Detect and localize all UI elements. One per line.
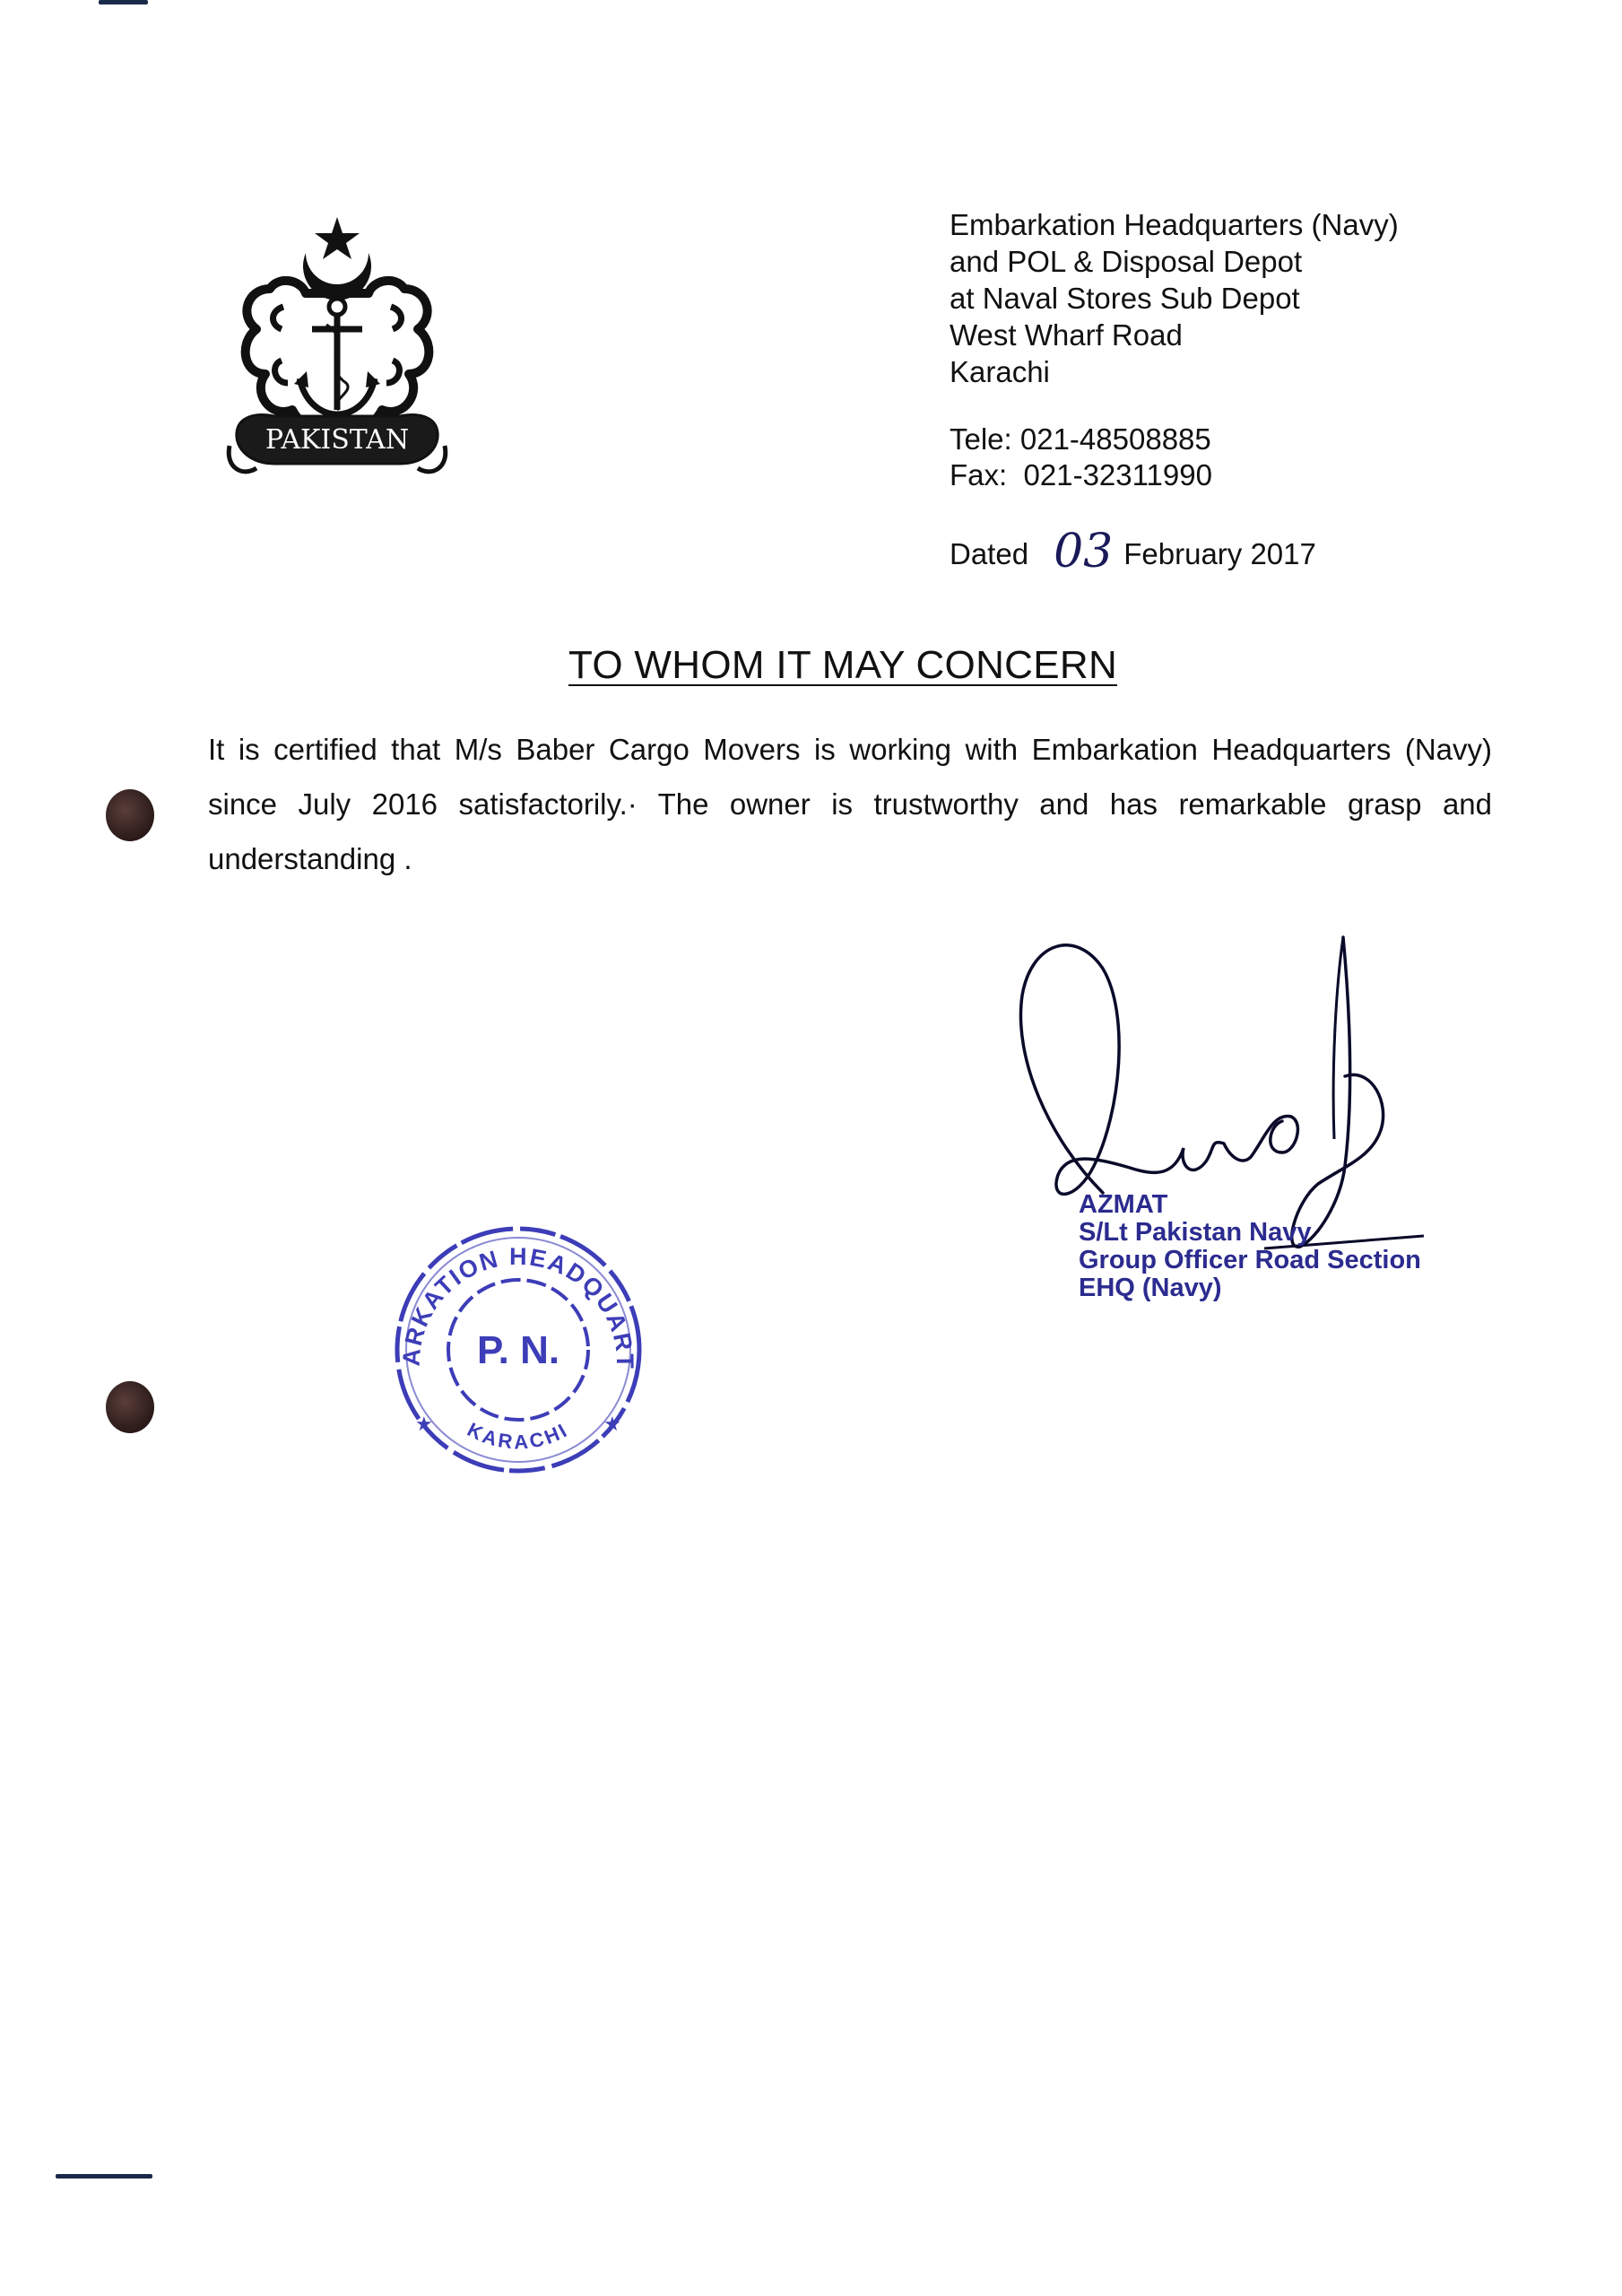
signatory-name: AZMAT xyxy=(1079,1190,1168,1219)
stamp-center-text: P. N. xyxy=(476,1328,560,1372)
stamp-star-icon: ★ xyxy=(415,1413,433,1435)
stamp-ring-text: ARKATION HEADQUART xyxy=(397,1242,639,1371)
address-line: and POL & Disposal Depot xyxy=(950,245,1303,278)
svg-text:KARACHI xyxy=(464,1418,572,1453)
certificate-paragraph: It is certified that M/s Baber Cargo Movers is working with Embarkation Headquarters (Navy) since July 2016 satisfactorily.· The owner is trustworthy and has remarkable grasp and understanding . xyxy=(208,733,1492,875)
date-month-year: February 2017 xyxy=(1123,537,1316,570)
date-prefix: Dated xyxy=(950,537,1029,570)
date-day-handwritten: 03 xyxy=(1054,525,1114,578)
fax-number: Fax: 021-32311990 xyxy=(950,458,1212,491)
punch-hole-top xyxy=(106,789,154,841)
signatory-position: Group Officer Road Section xyxy=(1079,1246,1421,1274)
telephone-number: Tele: 021-48508885 xyxy=(950,422,1211,456)
crest-banner-text: PAKISTAN xyxy=(265,424,410,456)
address-line: Embarkation Headquarters (Navy) xyxy=(950,208,1399,241)
address-line: West Wharf Road xyxy=(950,318,1183,352)
scan-edge-mark-bottom xyxy=(56,2174,152,2179)
signatory-unit: EHQ (Navy) xyxy=(1079,1274,1222,1302)
signatory-block xyxy=(1079,1191,1421,1302)
letter-heading: TO WHOM IT MAY CONCERN xyxy=(568,643,1118,687)
punch-hole-bottom xyxy=(106,1381,154,1433)
sender-address xyxy=(950,206,1559,390)
stamp-star-icon: ★ xyxy=(603,1413,621,1435)
letter-date xyxy=(950,525,1316,578)
signatory-rank: S/Lt Pakistan Navy xyxy=(1079,1218,1312,1247)
contact-details xyxy=(950,422,1212,493)
navy-crest-logo xyxy=(221,208,454,482)
stamp-bottom-text: KARACHI xyxy=(464,1418,573,1454)
scan-edge-mark-top xyxy=(99,0,148,4)
address-line: Karachi xyxy=(950,355,1050,388)
address-line: at Naval Stores Sub Depot xyxy=(950,282,1300,315)
official-stamp xyxy=(379,1215,657,1484)
